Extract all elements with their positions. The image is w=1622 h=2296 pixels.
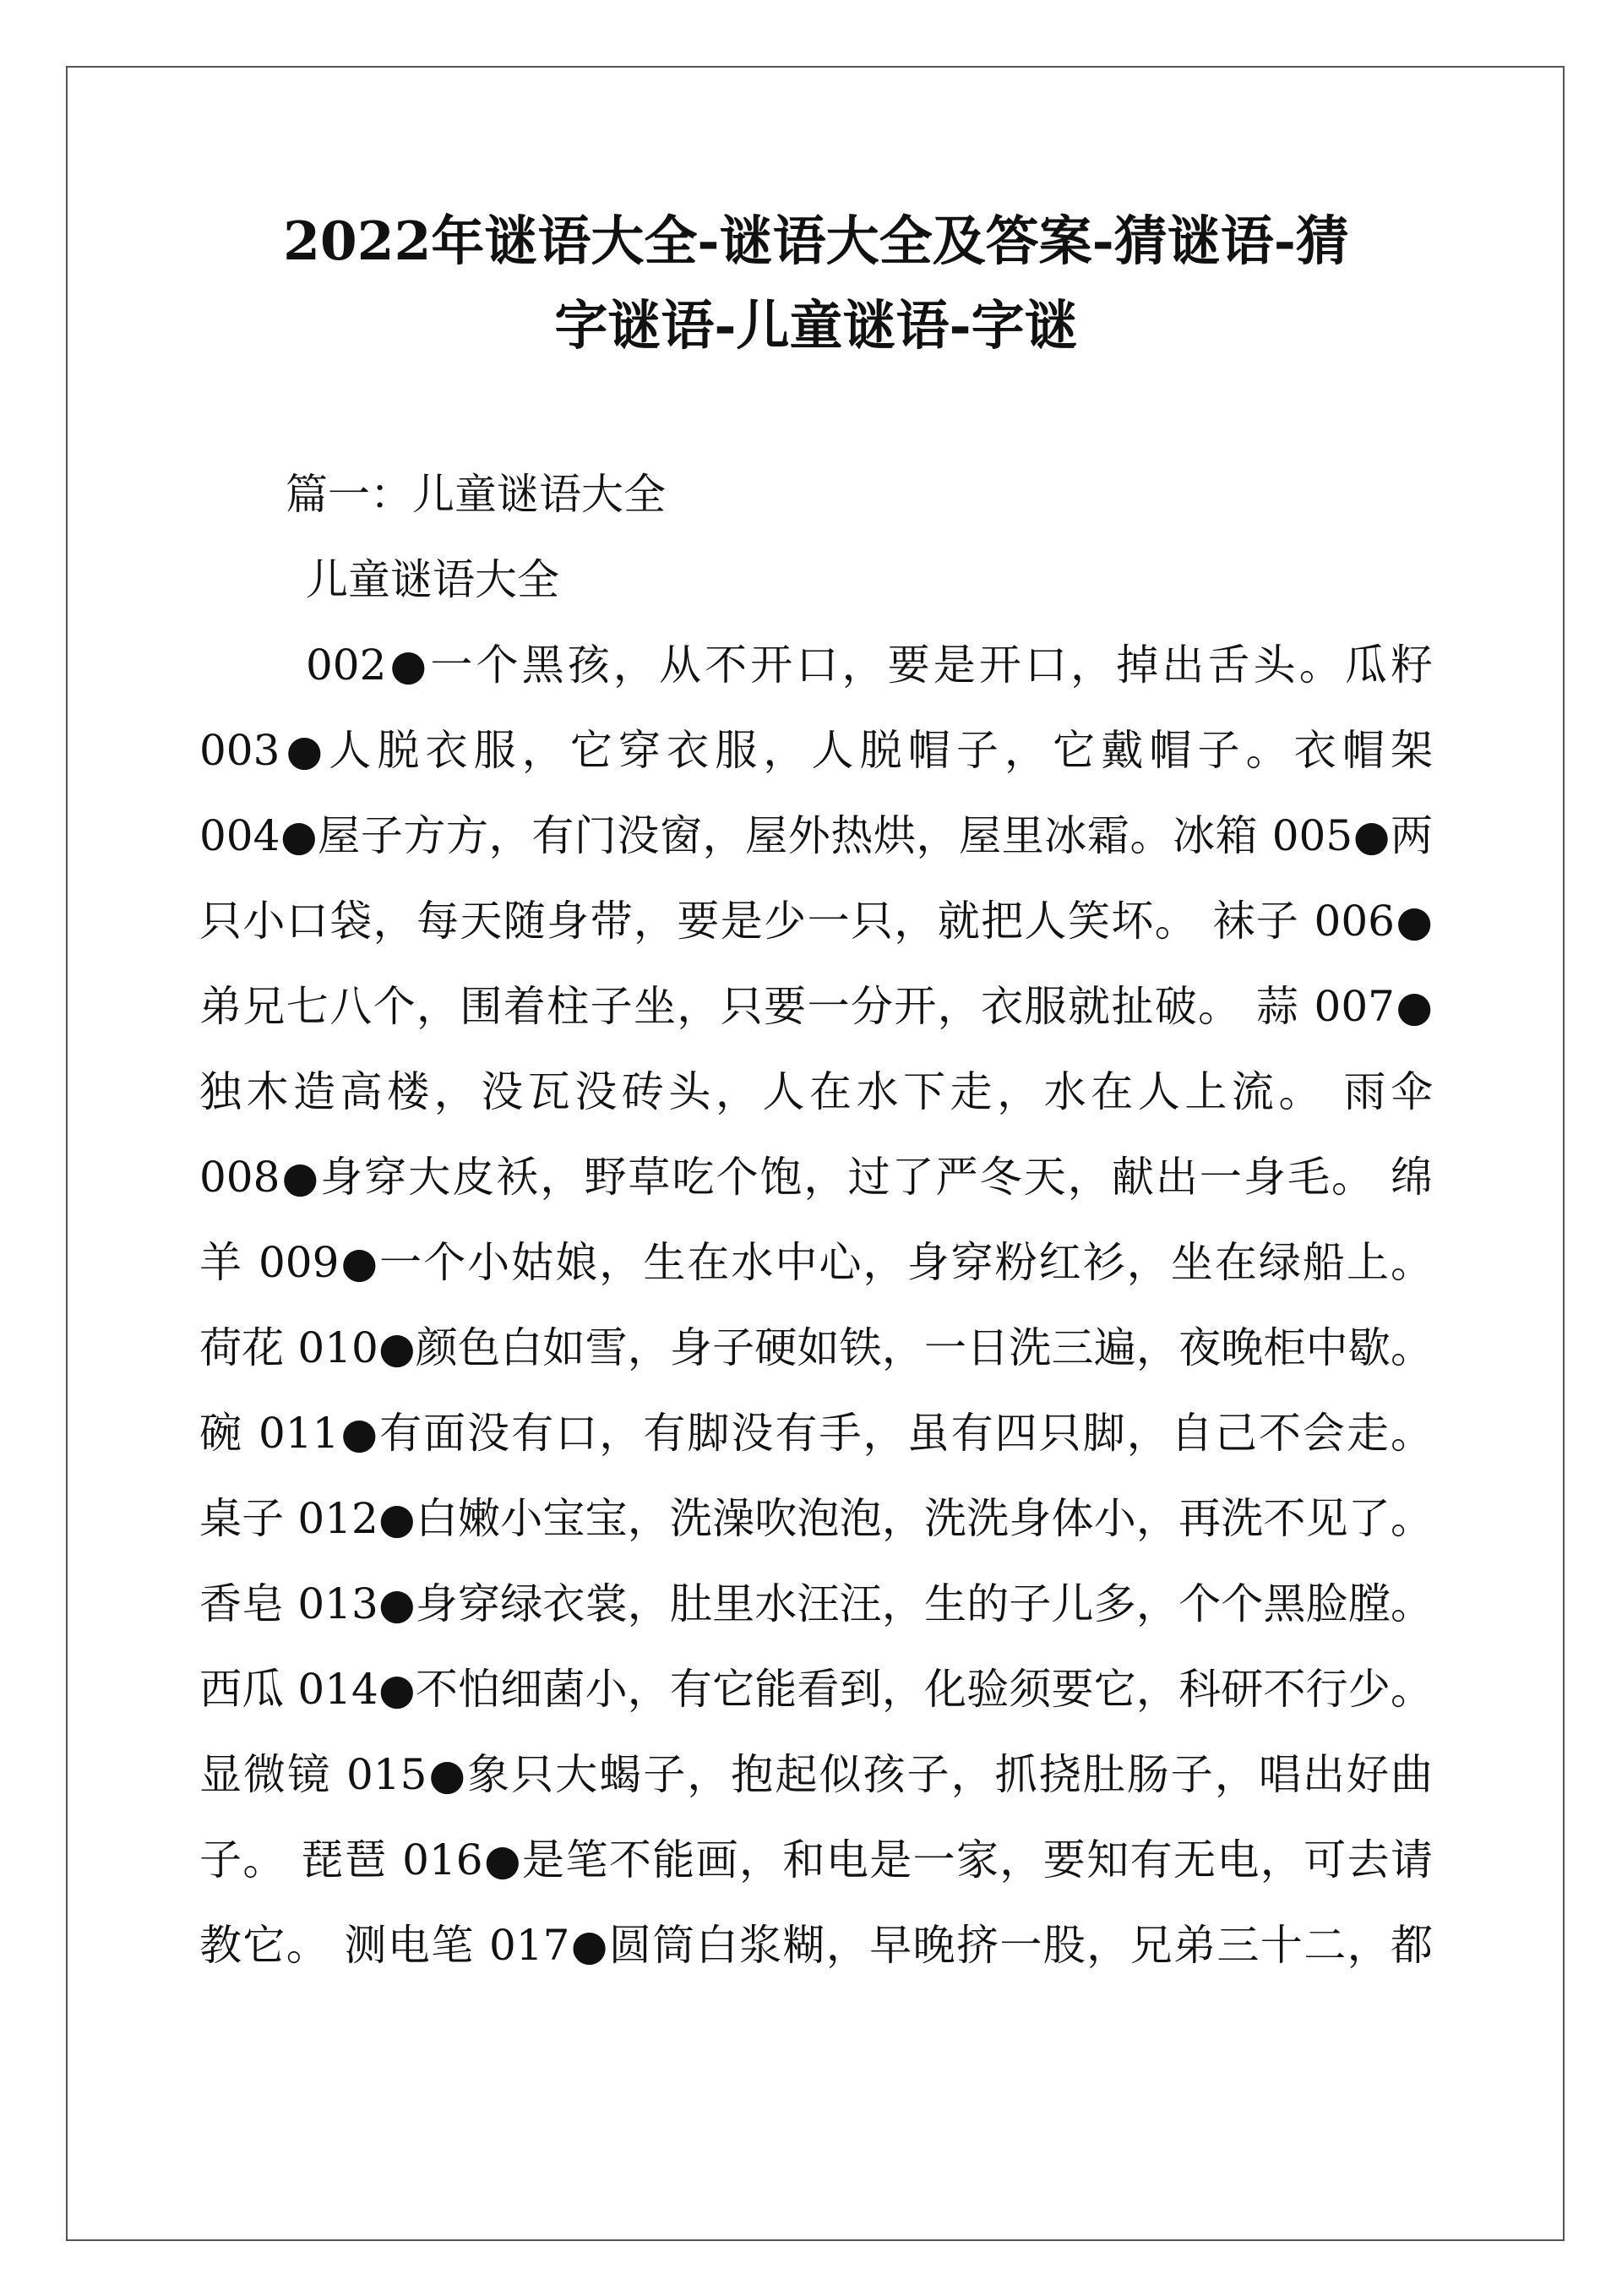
body-line: 教它。 测电笔 017●圆筒白浆糊，早晚挤一股，兄弟三十二，都 bbox=[199, 1921, 1433, 1970]
body-line: 桌子 012●白嫩小宝宝，洗澡吹泡泡，洗洗身体小，再洗不见了。 bbox=[199, 1494, 1433, 1543]
title-line-2: 字谜语-儿童谜语-字谜 bbox=[554, 294, 1078, 357]
section-heading: 篇一：儿童谜语大全 bbox=[286, 470, 666, 519]
body-line: 004●屋子方方，有门没窗，屋外热烘，屋里冰霜。冰箱 005●两 bbox=[199, 811, 1433, 860]
body-line: 只小口袋，每天随身带，要是少一只，就把人笑坏。 袜子 006● bbox=[199, 897, 1433, 946]
body-text bbox=[199, 635, 1433, 2001]
sub-heading: 儿童谜语大全 bbox=[306, 555, 559, 604]
body-line: 荷花 010●颜色白如雪，身子硬如铁，一日洗三遍，夜晚柜中歇。 bbox=[199, 1323, 1433, 1372]
body-line: 008●身穿大皮袄，野草吃个饱，过了严冬天，献出一身毛。 绵 bbox=[199, 1153, 1433, 1202]
body-line: 羊 009●一个小姑娘，生在水中心，身穿粉红衫，坐在绿船上。 bbox=[199, 1238, 1433, 1287]
body-line: 显微镜 015●象只大蝎子，抱起似孩子，抓挠肚肠子，唱出好曲 bbox=[199, 1750, 1433, 1799]
title-line-1: 2022年谜语大全-谜语大全及答案-猜谜语-猜 bbox=[283, 210, 1349, 272]
body-line: 002●一个黑孩，从不开口，要是开口，掉出舌头。瓜籽 bbox=[306, 641, 1433, 690]
body-line: 子。 琵琶 016●是笔不能画，和电是一家，要知有无电，可去请 bbox=[199, 1835, 1433, 1884]
body-line: 香皂 013●身穿绿衣裳，肚里水汪汪，生的子儿多，个个黑脸膛。 bbox=[199, 1579, 1433, 1628]
body-line: 西瓜 014●不怕细菌小，有它能看到，化验须要它，科研不行少。 bbox=[199, 1665, 1433, 1714]
document-title bbox=[199, 199, 1433, 368]
body-line: 弟兄七八个，围着柱子坐，只要一分开，衣服就扯破。 蒜 007● bbox=[199, 982, 1433, 1031]
body-line: 碗 011●有面没有口，有脚没有手，虽有四只脚，自己不会走。 bbox=[199, 1409, 1433, 1458]
body-line: 独木造高楼，没瓦没砖头，人在水下走，水在人上流。 雨伞 bbox=[199, 1067, 1433, 1116]
body-line: 003●人脱衣服，它穿衣服，人脱帽子，它戴帽子。衣帽架 bbox=[199, 726, 1433, 775]
